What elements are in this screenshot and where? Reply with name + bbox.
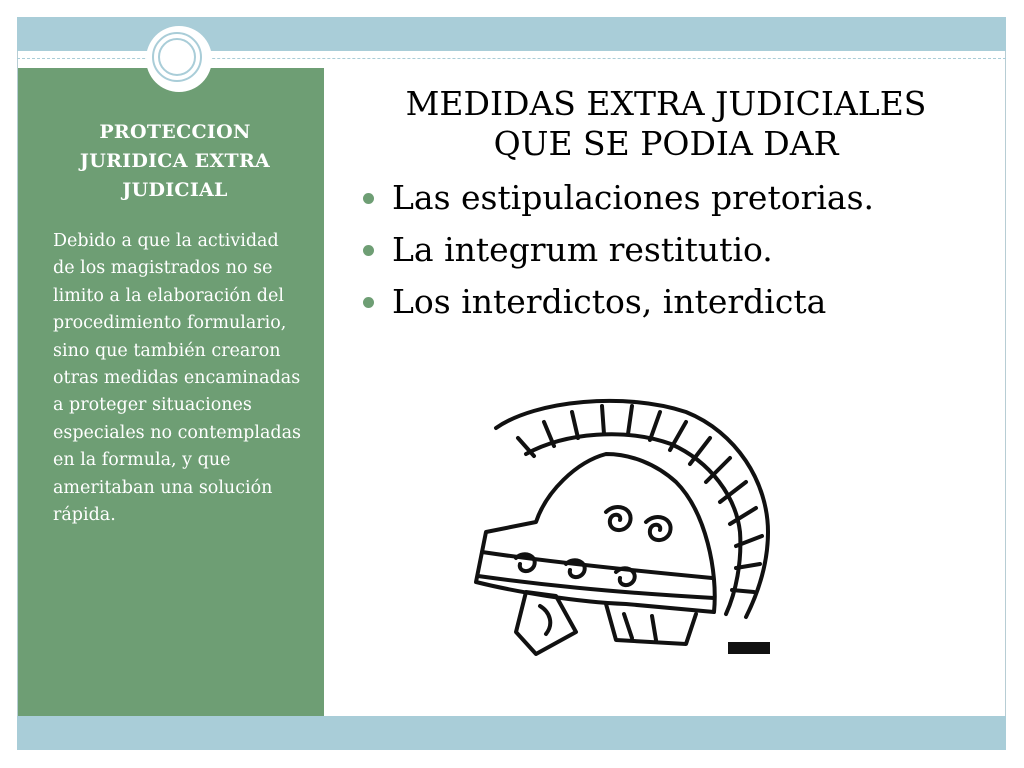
roman-helmet-icon	[456, 392, 776, 660]
bullet-text: Los interdictos, interdicta	[392, 282, 827, 321]
bullet-dot-icon	[363, 193, 374, 204]
slide-title-line-1: MEDIDAS EXTRA JUDICIALES	[405, 84, 927, 123]
bullet-item	[358, 172, 978, 224]
circle-ornament-inner-ring	[158, 38, 196, 76]
slide-title-line-2: QUE SE PODIA DAR	[493, 124, 839, 163]
bullet-text: La integrum restitutio.	[392, 230, 773, 269]
bullet-list	[358, 172, 978, 328]
bullet-dot-icon	[363, 297, 374, 308]
bottom-band	[17, 716, 1006, 750]
bullet-item	[358, 224, 978, 276]
sidebar-body-text: Debido a que la actividad de los magistrados no se limito a la elaboración del procedimiento formulario, sino que también crearon otras medidas encaminadas a proteger situaciones especiales no contempladas en la formula, y que ameritaban una solución rápida.	[53, 231, 302, 526]
bullet-item	[358, 276, 978, 328]
bullet-text: Las estipulaciones pretorias.	[392, 178, 874, 217]
sidebar-title: PROTECCION JURIDICA EXTRA JUDICIAL	[79, 121, 271, 201]
slide-title	[356, 84, 976, 164]
bullet-dot-icon	[363, 245, 374, 256]
